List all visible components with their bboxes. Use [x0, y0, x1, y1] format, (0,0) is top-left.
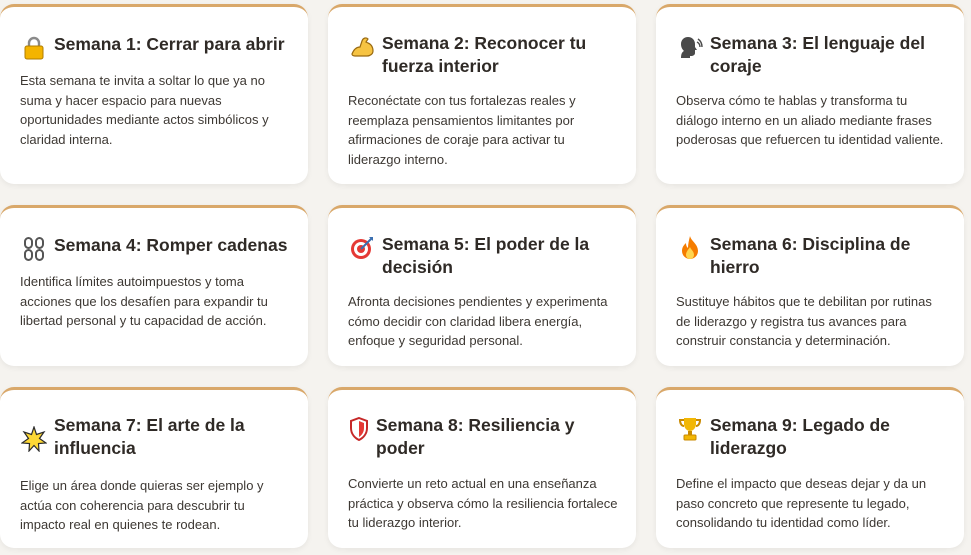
card-header [20, 33, 292, 62]
card-header [676, 233, 948, 279]
card-header [348, 414, 620, 460]
card-title: Semana 8: Resiliencia y poder [376, 415, 575, 458]
card-header [348, 233, 620, 279]
card-description: Convierte un reto actual en una enseñanza práctica y observa cómo la resiliencia fortalece tu liderazgo interior. [348, 476, 618, 530]
card-header [20, 414, 292, 460]
card-header [20, 234, 292, 263]
week-card [328, 387, 636, 548]
card-header [676, 32, 948, 78]
week-card [328, 4, 636, 184]
card-description: Esta semana te invita a soltar lo que ya no suma y hacer espacio para nuevas oportunidades mediante actos simbólicos y claridad interna. [20, 73, 269, 147]
card-description: Elige un área donde quieras ser ejemplo y actúa con coherencia para descubrir tu impacto real en quienes te rodean. [20, 478, 264, 532]
week-card [328, 205, 636, 366]
card-title: Semana 7: El arte de la influencia [54, 415, 245, 458]
week-card [0, 4, 308, 184]
sparkle-star-icon [20, 425, 48, 453]
card-header [676, 414, 948, 460]
card-description: Observa cómo te hablas y transforma tu diálogo interno en un aliado mediante frases poderosas que refuercen tu identidad valiente. [676, 93, 944, 147]
fire-icon [676, 234, 704, 262]
week-card [656, 387, 964, 548]
lock-icon [20, 34, 48, 62]
week-card [656, 205, 964, 366]
card-title: Semana 3: El lenguaje del coraje [710, 33, 925, 76]
card-title: Semana 2: Reconocer tu fuerza interior [382, 33, 587, 76]
card-description: Sustituye hábitos que te debilitan por rutinas de liderazgo y registra tus avances para construir constancia y determinación. [676, 294, 932, 348]
speaking-head-icon [676, 33, 704, 61]
card-description: Define el impacto que deseas dejar y da un paso concreto que represente tu legado, consolidando tu identidad como líder. [676, 476, 927, 530]
card-description: Reconéctate con tus fortalezas reales y reemplaza pensamientos limitantes por afirmaciones de coraje para activar tu liderazgo interno. [348, 93, 576, 167]
flexed-biceps-icon [348, 33, 376, 61]
card-title: Semana 1: Cerrar para abrir [54, 34, 285, 54]
card-title: Semana 6: Disciplina de hierro [710, 234, 911, 277]
chains-icon [20, 235, 48, 263]
shield-icon [348, 415, 370, 443]
card-title: Semana 5: El poder de la decisión [382, 234, 590, 277]
card-description: Identifica límites autoimpuestos y toma acciones que los desafíen para expandir tu libertad personal y tu capacidad de acción. [20, 274, 268, 328]
card-title: Semana 4: Romper cadenas [54, 235, 288, 255]
week-card [656, 4, 964, 184]
week-card [0, 205, 308, 366]
target-icon [348, 234, 376, 262]
week-card [0, 387, 308, 548]
card-title: Semana 9: Legado de liderazgo [710, 415, 890, 458]
trophy-icon [676, 415, 704, 443]
card-description: Afronta decisiones pendientes y experimenta cómo decidir con claridad libera energía, enfoque y seguridad personal. [348, 294, 608, 348]
card-header [348, 32, 620, 78]
